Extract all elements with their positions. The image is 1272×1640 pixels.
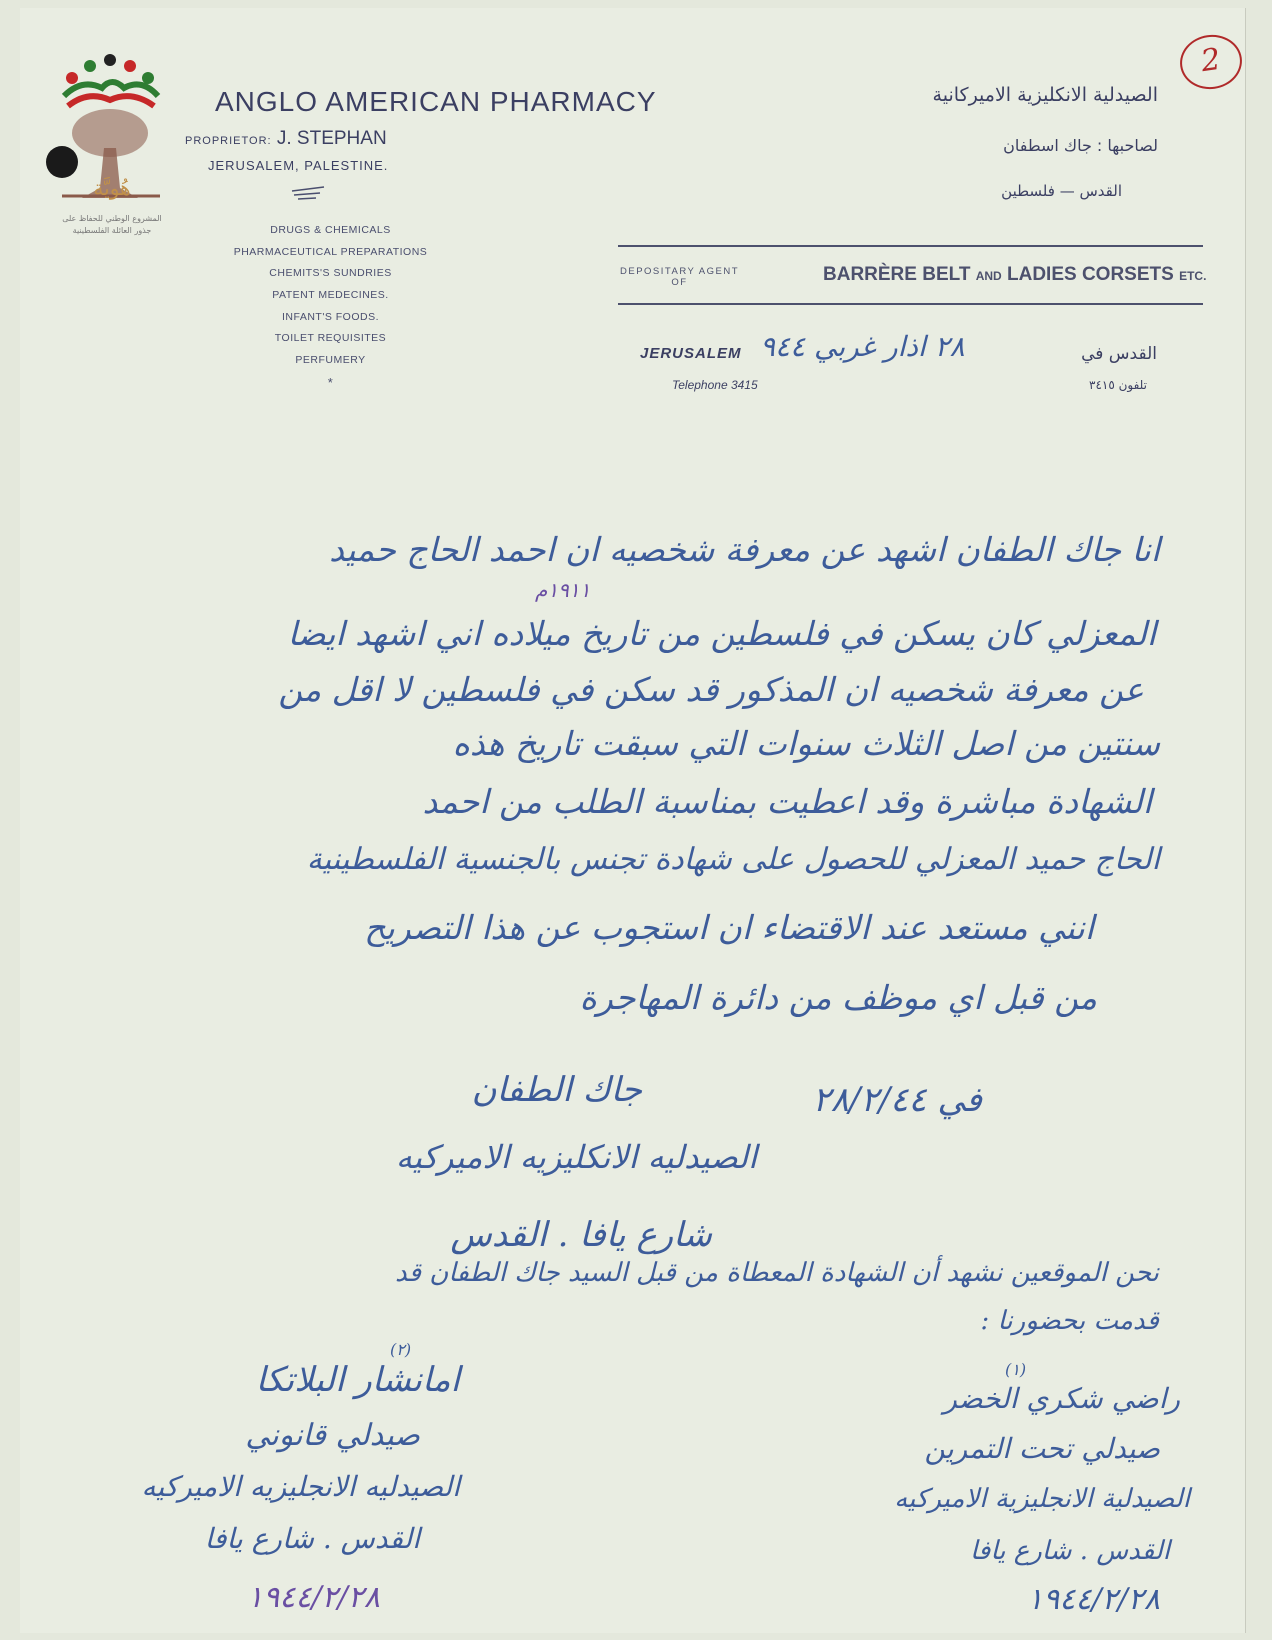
witness-right-name: راضي شكري الخضر bbox=[943, 1382, 1180, 1415]
date-handwritten: ٢٨ اذار غربي ٩٤٤ bbox=[760, 330, 965, 363]
place-en: JERUSALEM bbox=[640, 345, 742, 362]
witness-left-pharmacy: الصيدليه الانجليزيه الاميركيه bbox=[141, 1470, 460, 1503]
punch-hole bbox=[46, 146, 78, 178]
letterhead-title-en: ANGLO AMERICAN PHARMACY bbox=[215, 86, 657, 117]
watermark-name: هُويَّة bbox=[93, 176, 131, 200]
body-line-8: من قبل اي موظف من دائرة المهاجرة bbox=[579, 978, 1097, 1017]
witness-left-block bbox=[60, 1340, 460, 1630]
services-list bbox=[208, 220, 453, 394]
signature-street: شارع يافا . القدس bbox=[450, 1215, 712, 1255]
witness-right-address: القدس . شارع يافا bbox=[969, 1536, 1170, 1566]
place-ar: القدس في bbox=[1081, 344, 1157, 364]
signature-name: جاك الطفان bbox=[471, 1070, 642, 1110]
witness-left-date: ١٩٤٤/٢/٢٨ bbox=[246, 1580, 380, 1615]
service-item: INFANT'S FOODS. bbox=[281, 310, 379, 323]
body-line-4: سنتين من اصل الثلاث سنوات التي سبقت تاريخ هذه bbox=[452, 724, 1160, 763]
mortar-flourish-icon bbox=[288, 183, 328, 205]
service-item: PATENT MEDECINES. bbox=[272, 289, 389, 302]
signature-date: في ٢٨/٢/٤٤ bbox=[812, 1080, 982, 1120]
witness-left-name: امانشار البلاتكا bbox=[255, 1360, 460, 1400]
proprietor-label: PROPRIETOR: bbox=[185, 135, 272, 147]
body-line-1: انا جاك الطفان اشهد عن معرفة شخصيه ان احمد الحاج حميد bbox=[329, 530, 1160, 569]
brand-and: AND bbox=[975, 269, 1002, 283]
page-number: 2 bbox=[1177, 31, 1246, 93]
witness-right-role: صيدلي تحت التمرين bbox=[924, 1432, 1160, 1465]
witness-statement-line1: نحن الموقعين نشهد أن الشهادة المعطاة من قبل السيد جاك الطفان قد bbox=[394, 1258, 1159, 1288]
depositary-line2: OF bbox=[671, 277, 688, 288]
telephone-en: Telephone 3415 bbox=[672, 378, 758, 392]
proprietor-name: J. STEPHAN bbox=[276, 128, 387, 149]
body-line-7: انني مستعد عند الاقتضاء ان استجوب عن هذا التصريح bbox=[364, 908, 1094, 947]
witness-left-number: (٢) bbox=[390, 1340, 412, 1359]
service-item: PERFUMERY bbox=[295, 354, 366, 367]
body-line-3: عن معرفة شخصيه ان المذكور قد سكن في فلسطين لا اقل من bbox=[278, 670, 1144, 709]
watermark-line2: جذور العائلة الفلسطينية bbox=[72, 226, 152, 235]
body-line-5: الشهادة مباشرة وقد اعطيت بمناسبة الطلب من احمد bbox=[422, 782, 1152, 821]
letterhead-proprietor-ar: لصاحبها : جاك اسطفان bbox=[1003, 136, 1158, 155]
services-end-mark: * bbox=[327, 374, 334, 390]
service-item: DRUGS & CHEMICALS bbox=[270, 224, 391, 236]
telephone-ar: تلفون ٣٤١٥ bbox=[1089, 378, 1147, 392]
witness-right-block bbox=[790, 1360, 1220, 1630]
body-insert-year: ١٩١١م bbox=[535, 578, 591, 602]
body-line-6: الحاج حميد المعزلي للحصول على شهادة تجنس بالجنسية الفلسطينية bbox=[306, 842, 1160, 877]
letterhead-city-ar: القدس — فلسطين bbox=[1001, 182, 1122, 200]
witness-left-address: القدس . شارع يافا bbox=[204, 1522, 420, 1555]
brand-corsets: LADIES CORSETS bbox=[1007, 264, 1174, 285]
witness-statement-line2: قدمت بحضورنا : bbox=[980, 1306, 1159, 1336]
witness-right-pharmacy: الصيدلية الانجليزية الاميركيه bbox=[894, 1484, 1190, 1514]
witness-right-number: (١) bbox=[1005, 1360, 1027, 1379]
brand-etc: ETC. bbox=[1179, 269, 1207, 283]
body-line-2: المعزلي كان يسكن في فلسطين من تاريخ ميلاده اني اشهد ايضا bbox=[287, 614, 1156, 653]
witness-left-role: صيدلي قانوني bbox=[245, 1418, 420, 1453]
letterhead-title-ar: الصيدلية الانكليزية الاميركانية bbox=[932, 84, 1158, 106]
rule-bottom bbox=[618, 303, 1203, 305]
service-item: CHEMITS'S SUNDRIES bbox=[269, 267, 392, 280]
brand-barrere: BARRÈRE BELT bbox=[823, 264, 971, 285]
depositary-brands bbox=[823, 264, 1206, 286]
letterhead-city-en: JERUSALEM, PALESTINE. bbox=[208, 158, 389, 173]
witness-right-date: ١٩٤٤/٢/٢٨ bbox=[1026, 1582, 1160, 1617]
watermark-line1: المشروع الوطني للحفاظ على bbox=[62, 214, 162, 223]
depositary-line1: DEPOSITARY AGENT bbox=[620, 266, 740, 277]
service-item: TOILET REQUISITES bbox=[274, 332, 387, 345]
service-item: PHARMACEUTICAL PREPARATIONS bbox=[233, 245, 428, 258]
signature-pharmacy: الصيدليه الانكليزيه الاميركيه bbox=[395, 1138, 757, 1176]
letterhead-proprietor-en bbox=[185, 128, 387, 150]
depositary-label bbox=[620, 266, 739, 288]
rule-top bbox=[618, 245, 1203, 247]
